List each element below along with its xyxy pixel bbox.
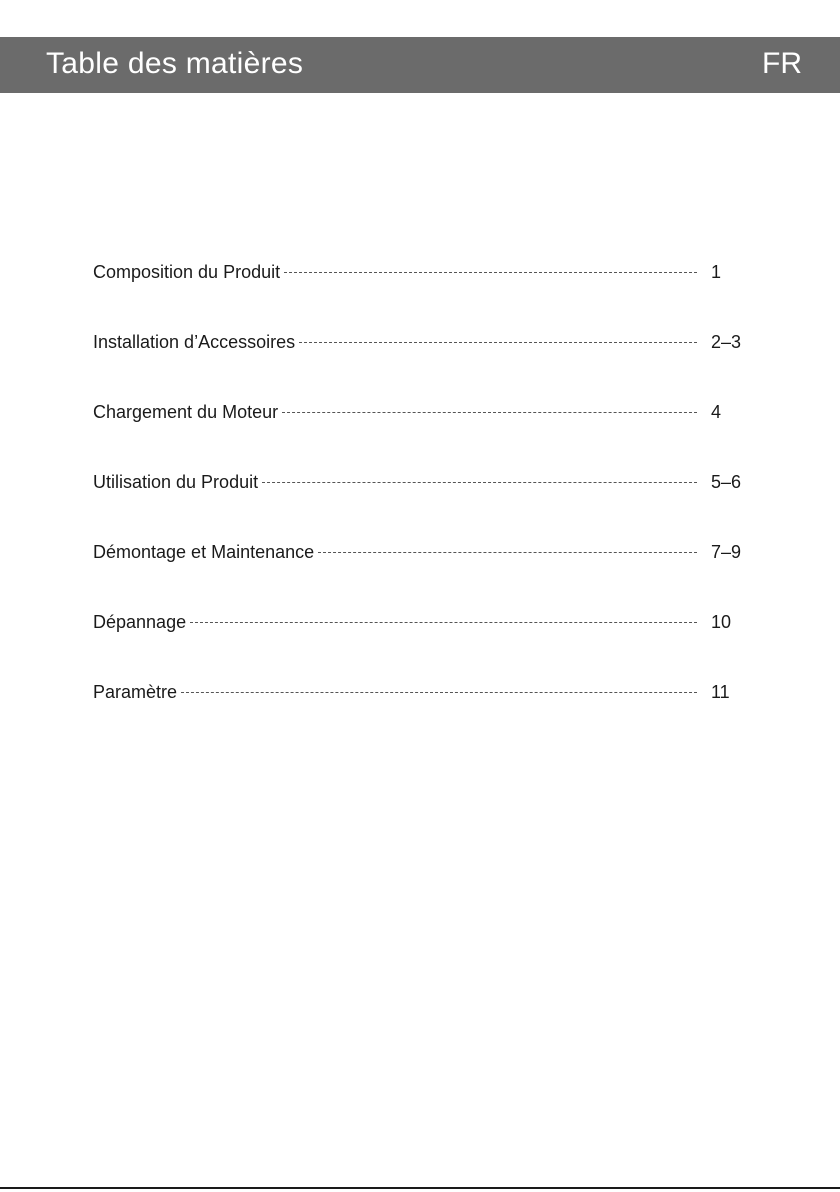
toc-leader-dots <box>262 482 697 483</box>
toc-entry-label: Installation d’Accessoires <box>93 332 296 352</box>
toc-entry-page: 7–9 <box>711 542 742 562</box>
table-of-contents <box>93 262 753 752</box>
toc-entry-page: 11 <box>711 682 730 702</box>
language-code: FR <box>762 47 802 80</box>
bottom-rule <box>0 1187 840 1189</box>
toc-leader-dots <box>190 622 697 623</box>
toc-entry-label: Utilisation du Produit <box>93 472 259 492</box>
toc-entry-label: Démontage et Maintenance <box>93 542 315 562</box>
toc-entry-page: 5–6 <box>711 472 742 492</box>
toc-leader-dots <box>282 412 697 413</box>
toc-entry[interactable] <box>93 262 753 332</box>
toc-entry[interactable] <box>93 402 753 472</box>
toc-entry-label: Paramètre <box>93 682 178 702</box>
toc-entry-page: 1 <box>711 262 722 282</box>
toc-entry-page: 4 <box>711 402 722 422</box>
toc-leader-dots <box>318 552 697 553</box>
toc-entry-page: 2–3 <box>711 332 742 352</box>
toc-entry[interactable] <box>93 332 753 402</box>
toc-leader-dots <box>284 272 697 273</box>
toc-entry-label: Dépannage <box>93 612 187 632</box>
toc-entry-page: 10 <box>711 612 732 632</box>
toc-entry-label: Composition du Produit <box>93 262 281 282</box>
toc-entry[interactable] <box>93 542 753 612</box>
toc-entry-label: Chargement du Moteur <box>93 402 279 422</box>
toc-entry[interactable] <box>93 472 753 542</box>
toc-leader-dots <box>299 342 697 343</box>
toc-entry[interactable] <box>93 682 753 752</box>
toc-leader-dots <box>181 692 697 693</box>
page-title: Table des matières <box>46 47 304 80</box>
header-bar <box>0 37 840 93</box>
toc-entry[interactable] <box>93 612 753 682</box>
